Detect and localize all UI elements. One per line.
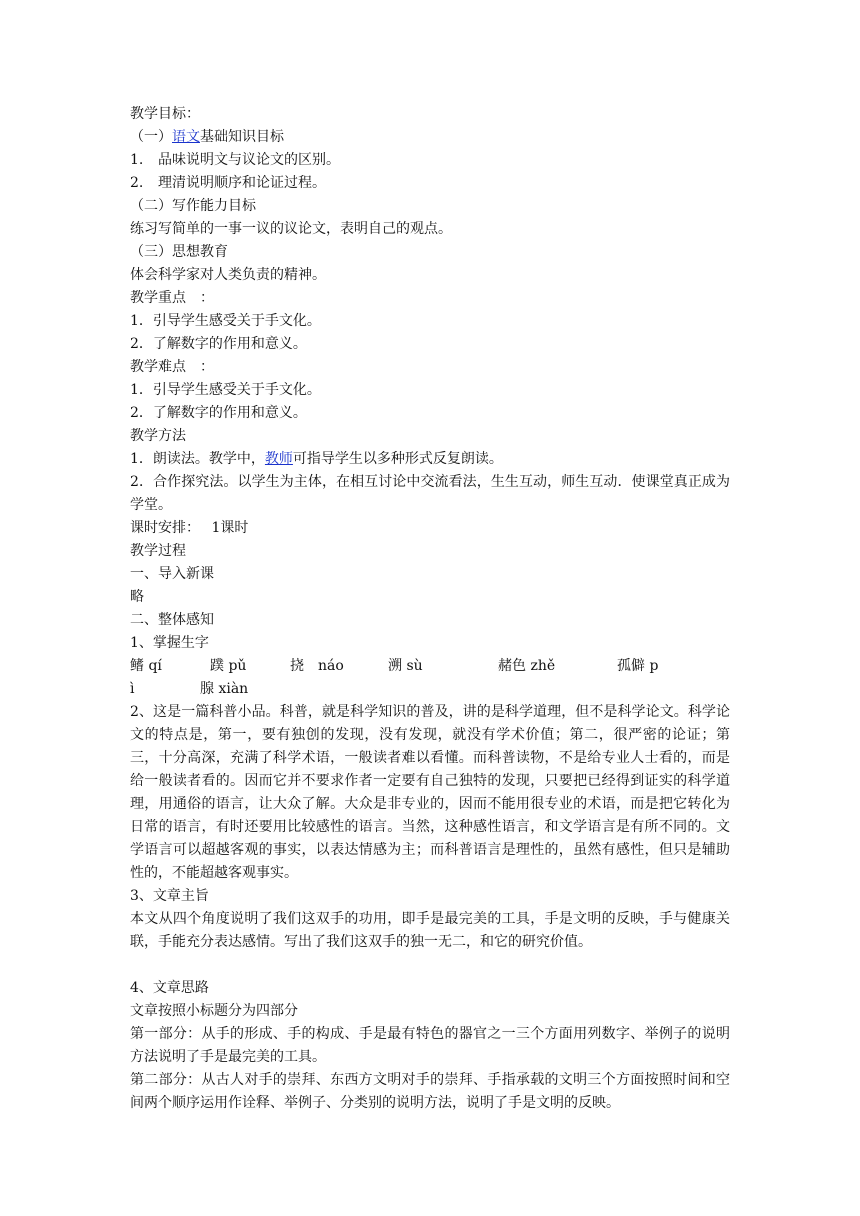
goal-1-item-1	[130, 149, 730, 172]
heading-teaching-methods: 教学方法	[130, 428, 186, 444]
goal-1-suffix: 基础知识目标	[200, 129, 284, 145]
method-1	[130, 448, 730, 471]
vocab-word: 溯 sù	[388, 658, 423, 674]
goal-1-item-2	[130, 172, 730, 195]
structure-heading: 4、文章思路	[130, 980, 209, 996]
difficult-point-1: 1．引导学生感受关于手文化。	[130, 382, 321, 398]
section-1-heading: 一、导入新课	[130, 566, 214, 582]
vocab-word: 赭色 zhě	[498, 658, 556, 674]
vocab-word: 蹼 pǔ	[210, 658, 247, 674]
item-number: 2.	[130, 175, 144, 191]
document-body	[130, 103, 730, 1115]
difficult-point-2: 2．了解数字的作用和意义。	[130, 405, 307, 421]
goal-2-heading: （二）写作能力目标	[130, 198, 256, 214]
goal-2-text: 练习写简单的一事一议的议论文，表明自己的观点。	[130, 221, 452, 237]
item-number: 1.	[130, 152, 144, 168]
vocab-word: 腺 xiàn	[200, 681, 249, 697]
heading-difficult-points: 教学难点 ：	[130, 359, 214, 375]
section-2-heading: 二、整体感知	[130, 612, 214, 628]
structure-intro: 文章按照小标题分为四部分	[130, 1003, 298, 1019]
heading-teaching-goals: 教学目标：	[130, 106, 200, 122]
vocab-word: 挠 náo	[290, 658, 344, 674]
goal-1-heading	[130, 126, 730, 149]
vocab-row-2	[130, 678, 730, 701]
method-1-prefix: 1．朗读法。教学中，	[130, 451, 265, 467]
goal-3-text: 体会科学家对人类负责的精神。	[130, 267, 326, 283]
vocab-row-1	[130, 655, 730, 678]
vocab-word: 鳍 qí	[130, 658, 162, 674]
structure-part-1: 第一部分：从手的形成、手的构成、手是最有特色的器官之一三个方面用列数字、举例子的说明方法说明了手是最完美的工具。	[130, 1026, 730, 1065]
item-text: 品味说明文与议论文的区别。	[158, 152, 340, 168]
vocab-word: ì	[130, 681, 135, 697]
vocab-heading: 1、掌握生字	[130, 635, 209, 651]
key-point-1: 1．引导学生感受关于手文化。	[130, 313, 321, 329]
section-1-text: 略	[130, 589, 144, 605]
item-text: 理清说明顺序和论证过程。	[158, 175, 326, 191]
goal-3-heading: （三）思想教育	[130, 244, 228, 260]
structure-part-2: 第二部分：从古人对手的崇拜、东西方文明对手的崇拜、手指承载的文明三个方面按照时间和空间两个顺序运用作诠释、举例子、分类别的说明方法，说明了手是文明的反映。	[130, 1072, 730, 1111]
theme-heading: 3、文章主旨	[130, 888, 209, 904]
spacer	[130, 954, 730, 977]
heading-key-points: 教学重点 ：	[130, 290, 214, 306]
method-1-suffix: 可指导学生以多种形式反复朗读。	[292, 451, 503, 467]
heading-teaching-process: 教学过程	[130, 543, 186, 559]
vocab-word: 孤僻 p	[617, 658, 659, 674]
teacher-link[interactable]: 教师	[264, 451, 293, 467]
key-point-2: 2．了解数字的作用和意义。	[130, 336, 307, 352]
theme-paragraph: 本文从四个角度说明了我们这双手的功用，即手是最完美的工具，手是文明的反映，手与健康关联，手能充分表达感情。写出了我们这双手的独一无二，和它的研究价值。	[130, 911, 730, 950]
method-2: 2．合作探究法。以学生为主体，在相互讨论中交流看法，生生互动，师生互动．使课堂真正成为学堂。	[130, 474, 730, 513]
class-schedule: 课时安排： 1课时	[130, 520, 249, 536]
yuwen-link[interactable]: 语文	[172, 129, 200, 145]
science-essay-paragraph: 2、这是一篇科普小品。科普，就是科学知识的普及，讲的是科学道理，但不是科学论文。科学论文的特点是，第一，要有独创的发现，没有发现，就没有学术价值；第二，很严密的论证；第三，十分高深，充满了科学术语，一般读者难以看懂。而科普读物，不是给专业人士看的，而是给一般读者看的。因而它并不要求作者一定要有自己独特的发现，只要把已经得到证实的科学道理，用通俗的语言，让大众了解。大众是非专业的，因而不能用很专业的术语，而是把它转化为日常的语言，有时还要用比较感性的语言。当然，这种感性语言，和文学语言是有所不同的。文学语言可以超越客观的事实，以表达情感为主；而科普语言是理性的，虽然有感性，但只是辅助性的，不能超越客观事实。	[130, 704, 730, 881]
goal-1-prefix: （一）	[130, 129, 172, 145]
